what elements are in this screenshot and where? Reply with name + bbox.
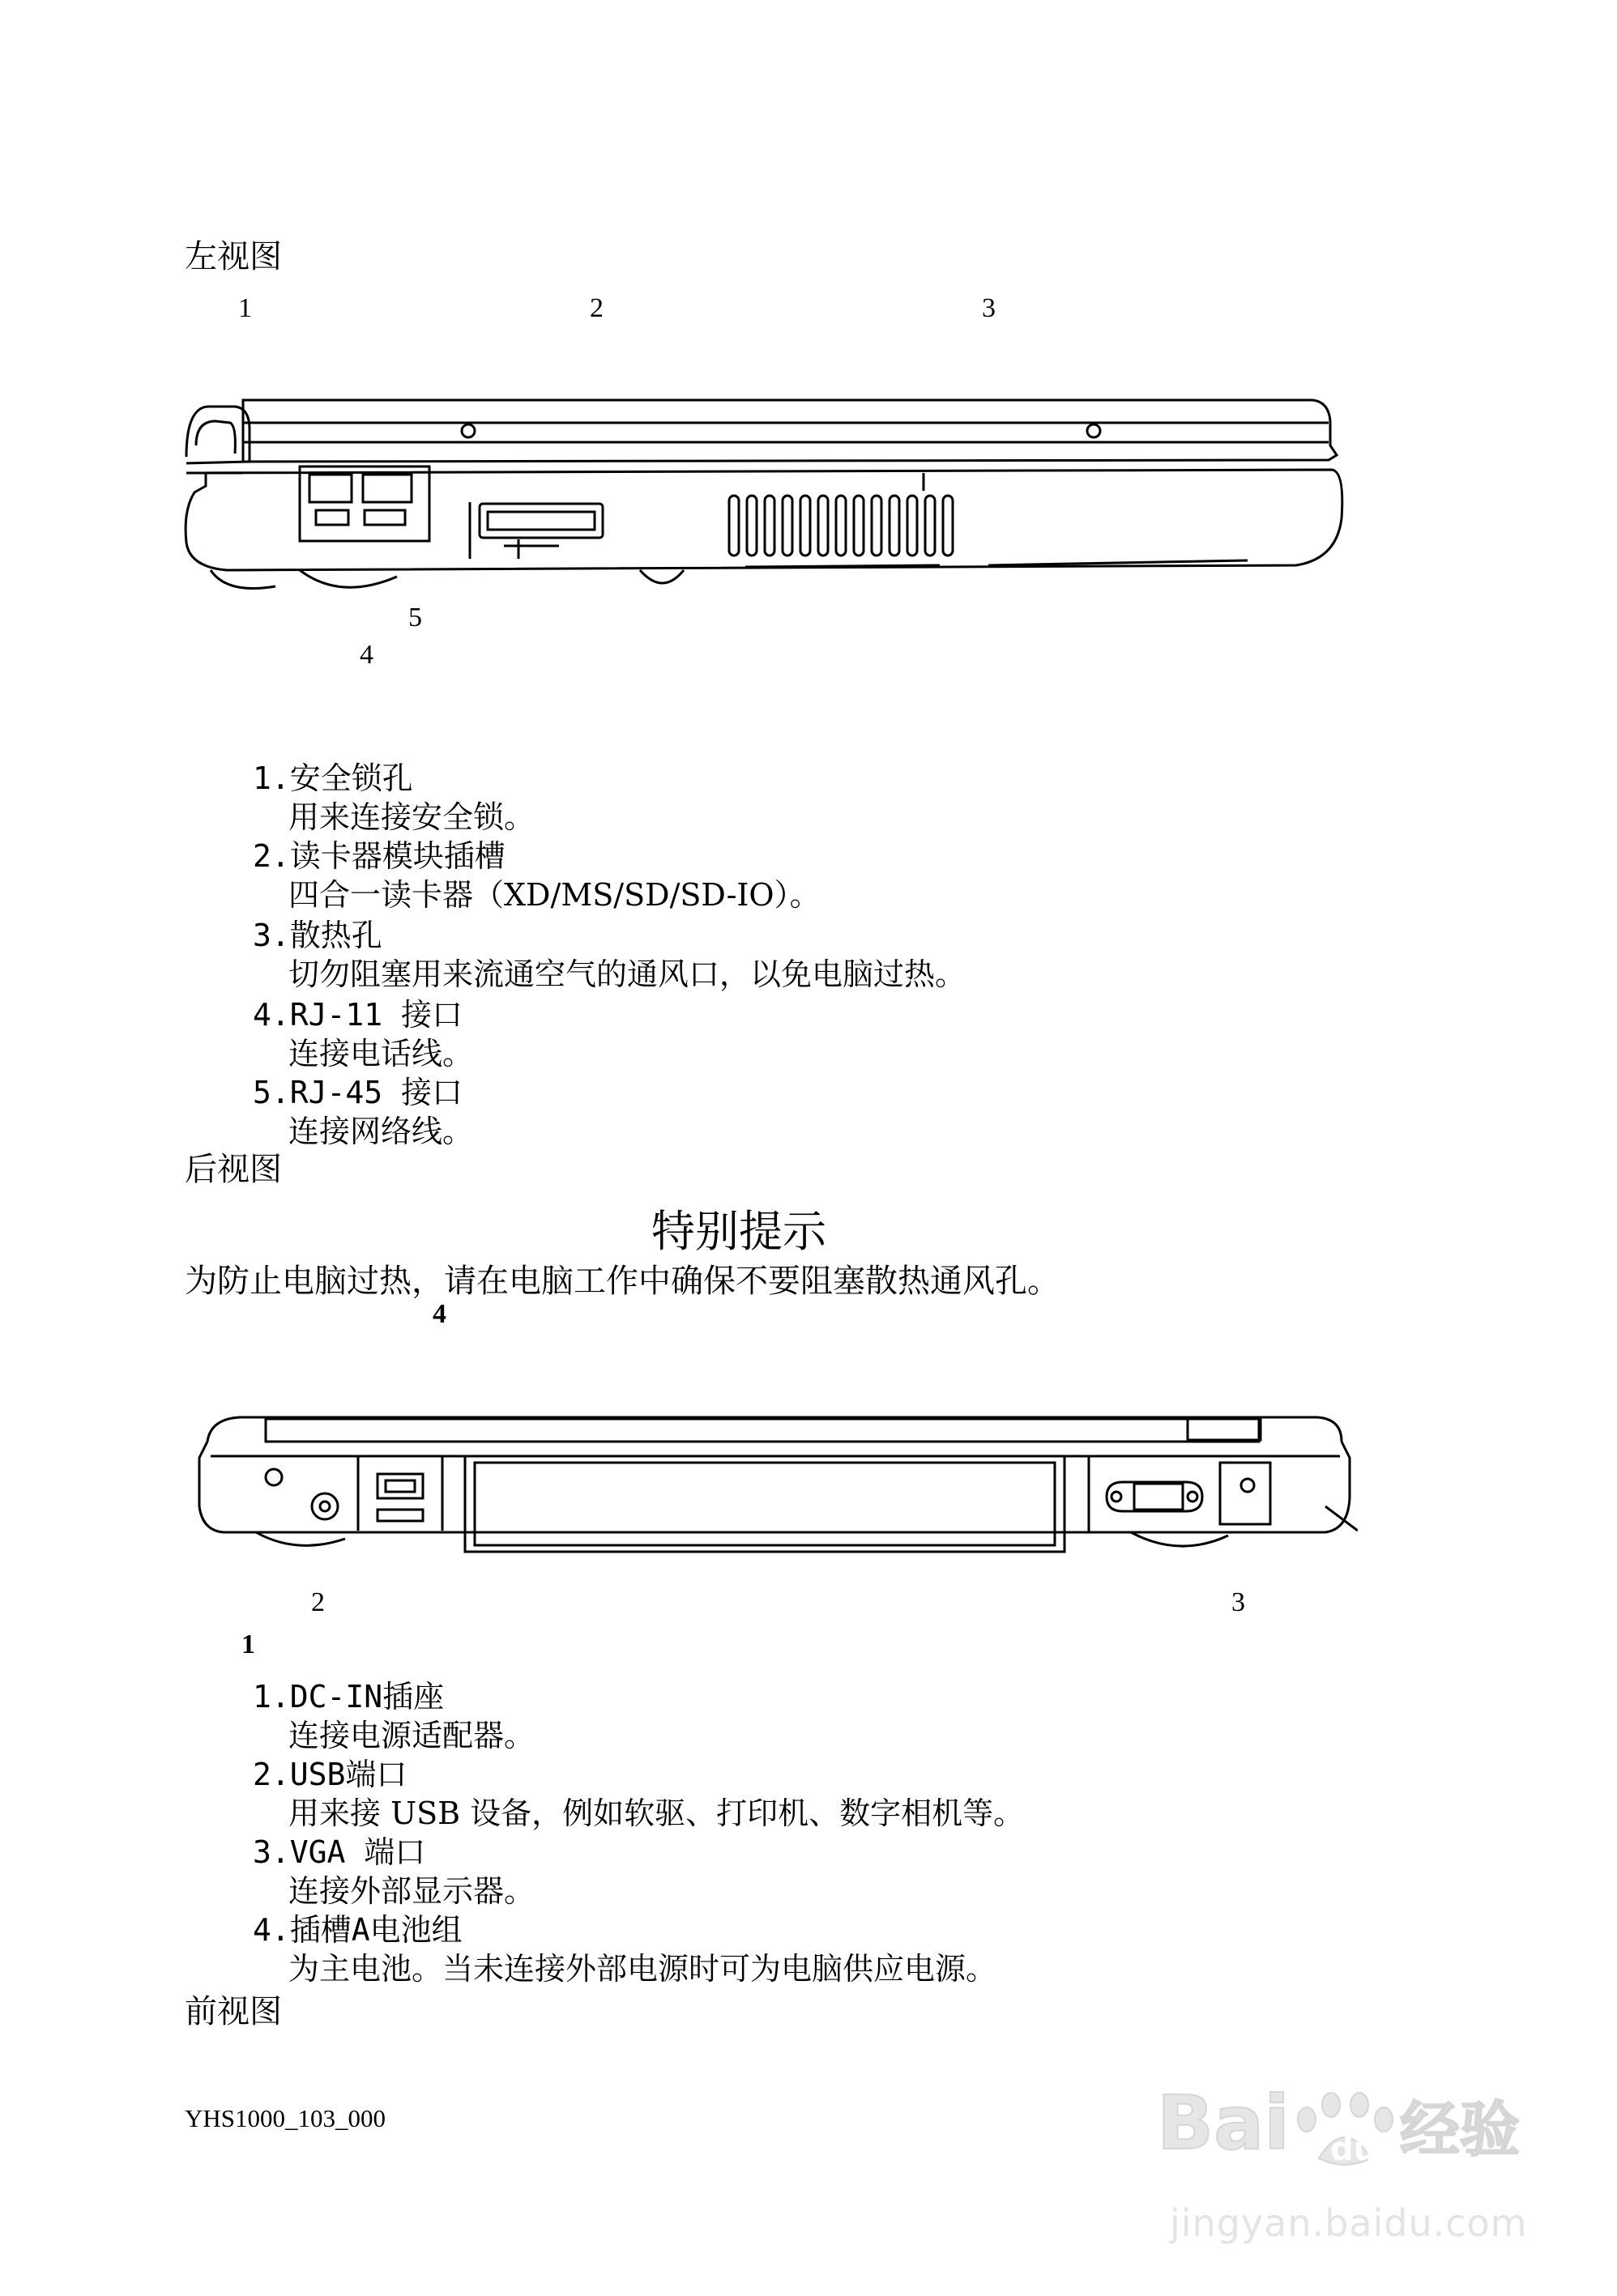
left-callout-2: 2 [590, 293, 604, 323]
left-callout-3: 3 [982, 293, 996, 323]
laptop-left-side-illustration [178, 389, 1377, 599]
rear-item-1-title: 1.DC-IN插座 [253, 1679, 445, 1715]
left-item-3-title: 3.散热孔 [253, 918, 382, 953]
left-item-5-title: 5.RJ-45 接口 [253, 1075, 463, 1110]
left-item-4-title: 4.RJ-11 接口 [253, 997, 463, 1033]
left-item-2-desc: 四合一读卡器（XD/MS/SD/SD-IO）。 [288, 877, 821, 913]
left-item-2-title: 2.读卡器模块插槽 [253, 838, 506, 874]
left-callout-5: 5 [408, 603, 422, 633]
left-item-5-desc: 连接网络线。 [288, 1114, 474, 1149]
left-callout-4: 4 [360, 640, 373, 670]
rear-item-4-title: 4.插槽A电池组 [253, 1912, 463, 1948]
svg-text:du: du [1330, 2131, 1377, 2168]
left-item-4-desc: 连接电话线。 [288, 1036, 474, 1071]
front-view-heading: 前视图 [185, 1993, 282, 2030]
document-id: YHS1000_103_000 [185, 2104, 386, 2132]
baidu-jingyan-watermark-logo [1157, 2069, 1530, 2175]
watermark-url: jingyan.baidu.com [1170, 2201, 1528, 2245]
rear-item-2-title: 2.USB端口 [253, 1757, 407, 1792]
rear-item-4-desc: 为主电池。当未连接外部电源时可为电脑供应电源。 [288, 1951, 997, 1987]
rear-view-heading: 后视图 [185, 1151, 282, 1188]
left-item-1-desc: 用来连接安全锁。 [288, 799, 535, 835]
notice-text: 为防止电脑过热，请在电脑工作中确保不要阻塞散热通风孔。 [185, 1263, 1060, 1300]
left-callout-1: 1 [238, 293, 252, 323]
svg-text:经验: 经验 [1400, 2095, 1520, 2165]
rear-item-3-title: 3.VGA 端口 [253, 1834, 426, 1870]
svg-text:Bai: Bai [1157, 2080, 1290, 2166]
laptop-rear-illustration [191, 1409, 1358, 1571]
notice-title: 特别提示 [651, 1206, 826, 1257]
rear-item-2-desc: 用来接 USB 设备，例如软驱、打印机、数字相机等。 [288, 1795, 1025, 1831]
rear-callout-1: 1 [241, 1629, 255, 1659]
rear-callout-4: 4 [433, 1299, 446, 1329]
rear-item-1-desc: 连接电源适配器。 [288, 1718, 535, 1753]
rear-callout-3: 3 [1231, 1587, 1245, 1617]
rear-callout-2: 2 [311, 1587, 325, 1617]
rear-item-3-desc: 连接外部显示器。 [288, 1873, 535, 1909]
left-item-1-title: 1.安全锁孔 [253, 760, 413, 796]
left-item-3-desc: 切勿阻塞用来流通空气的通风口，以免电脑过热。 [288, 956, 966, 992]
left-view-heading: 左视图 [185, 238, 282, 275]
